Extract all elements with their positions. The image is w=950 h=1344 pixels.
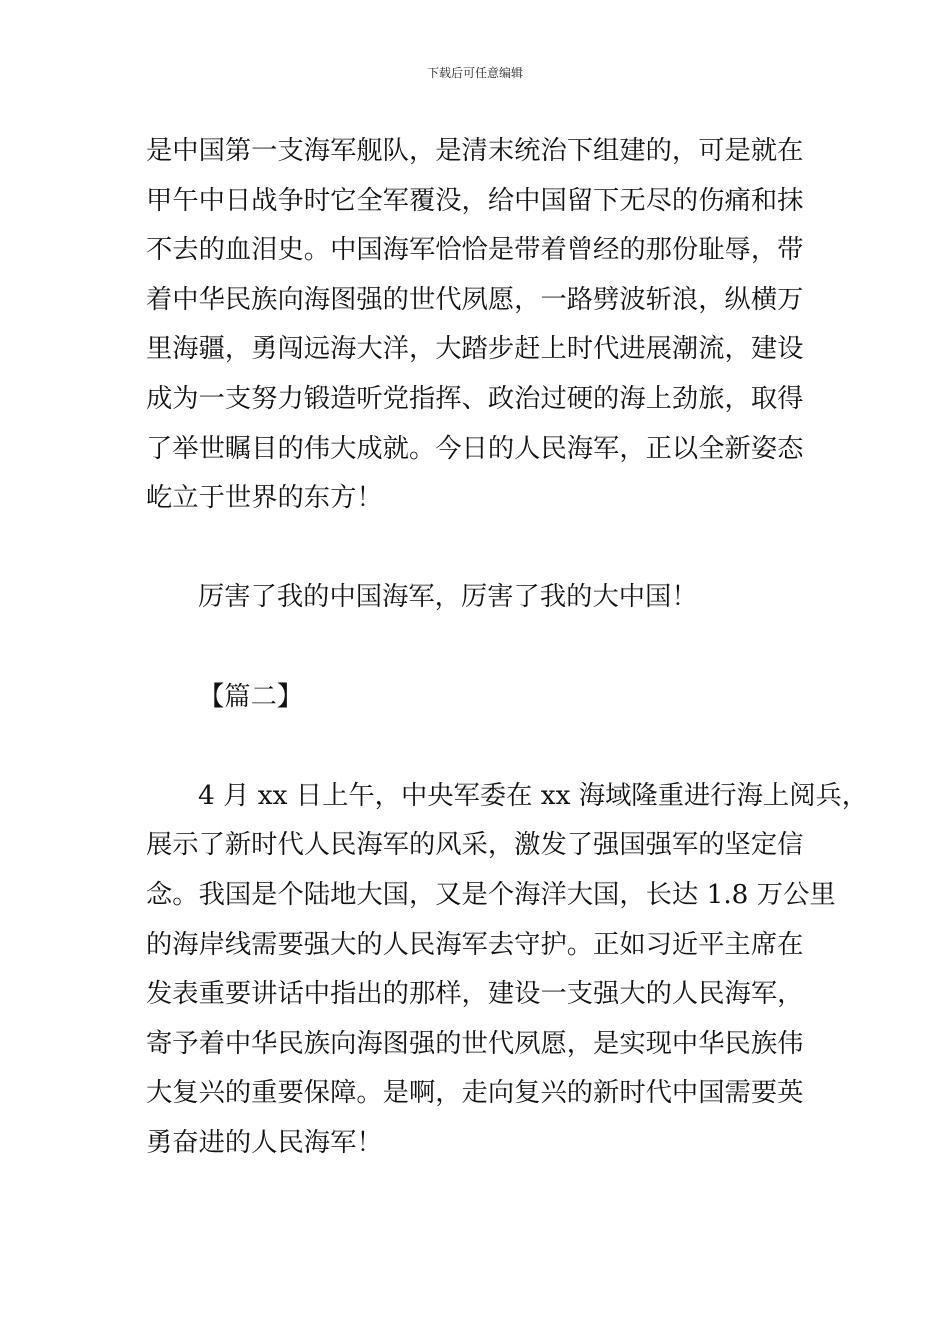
text-line: 展示了新时代人民海军的风采，激发了强国强军的坚定信 <box>146 830 804 861</box>
text-line: 成为一支努力锻造听党指挥、政治过硬的海上劲旅，取得 <box>146 383 804 414</box>
page-header: 下载后可任意编辑 <box>426 66 523 80</box>
text-line: 是中国第一支海军舰队，是清末统治下组建的，可是就在 <box>146 136 804 166</box>
text-line: 厉害了我的中国海军，厉害了我的大中国！ <box>198 582 698 613</box>
paragraph-gap <box>146 623 818 673</box>
text-line: 勇奋进的人民海军！ <box>146 1127 383 1158</box>
paragraph-gap <box>146 722 818 772</box>
text-line: 寄予着中华民族向海图强的世代夙愿，是实现中华民族伟 <box>146 1028 804 1059</box>
paragraph-gap <box>146 524 818 574</box>
paragraph-2 <box>146 573 818 623</box>
text-line: 了举世瞩目的伟大成就。今日的人民海军，正以全新姿态 <box>146 433 804 464</box>
section-heading <box>146 673 818 723</box>
paragraph-4 <box>146 772 869 1169</box>
document-body <box>146 127 869 1168</box>
text-line: 里海疆，勇闯远海大洋，大踏步赶上时代进展潮流，建设 <box>146 334 804 365</box>
text-line: 甲午中日战争时它全军覆没，给中国留下无尽的伤痛和抹 <box>146 185 804 216</box>
section-title: 【篇二】 <box>198 681 304 712</box>
text-line: 不去的血泪史。中国海军恰恰是带着曾经的那份耻辱，带 <box>146 235 804 266</box>
text-line: 4 月 xx 日上午，中央军委在 xx 海域隆重进行海上阅兵， <box>198 780 869 811</box>
text-line: 屹立于世界的东方！ <box>146 483 383 514</box>
text-line: 念。我国是个陆地大国，又是个海洋大国，长达 1.8 万公里 <box>146 879 836 910</box>
text-line: 着中华民族向海图强的世代夙愿，一路劈波斩浪，纵横万 <box>146 284 804 315</box>
text-line: 大复兴的重要保障。是啊，走向复兴的新时代中国需要英 <box>146 1078 804 1109</box>
text-line: 发表重要讲话中指出的那样，建设一支强大的人民海军， <box>146 979 804 1010</box>
paragraph-1 <box>146 127 818 524</box>
text-line: 的海岸线需要强大的人民海军去守护。正如习近平主席在 <box>146 929 804 960</box>
